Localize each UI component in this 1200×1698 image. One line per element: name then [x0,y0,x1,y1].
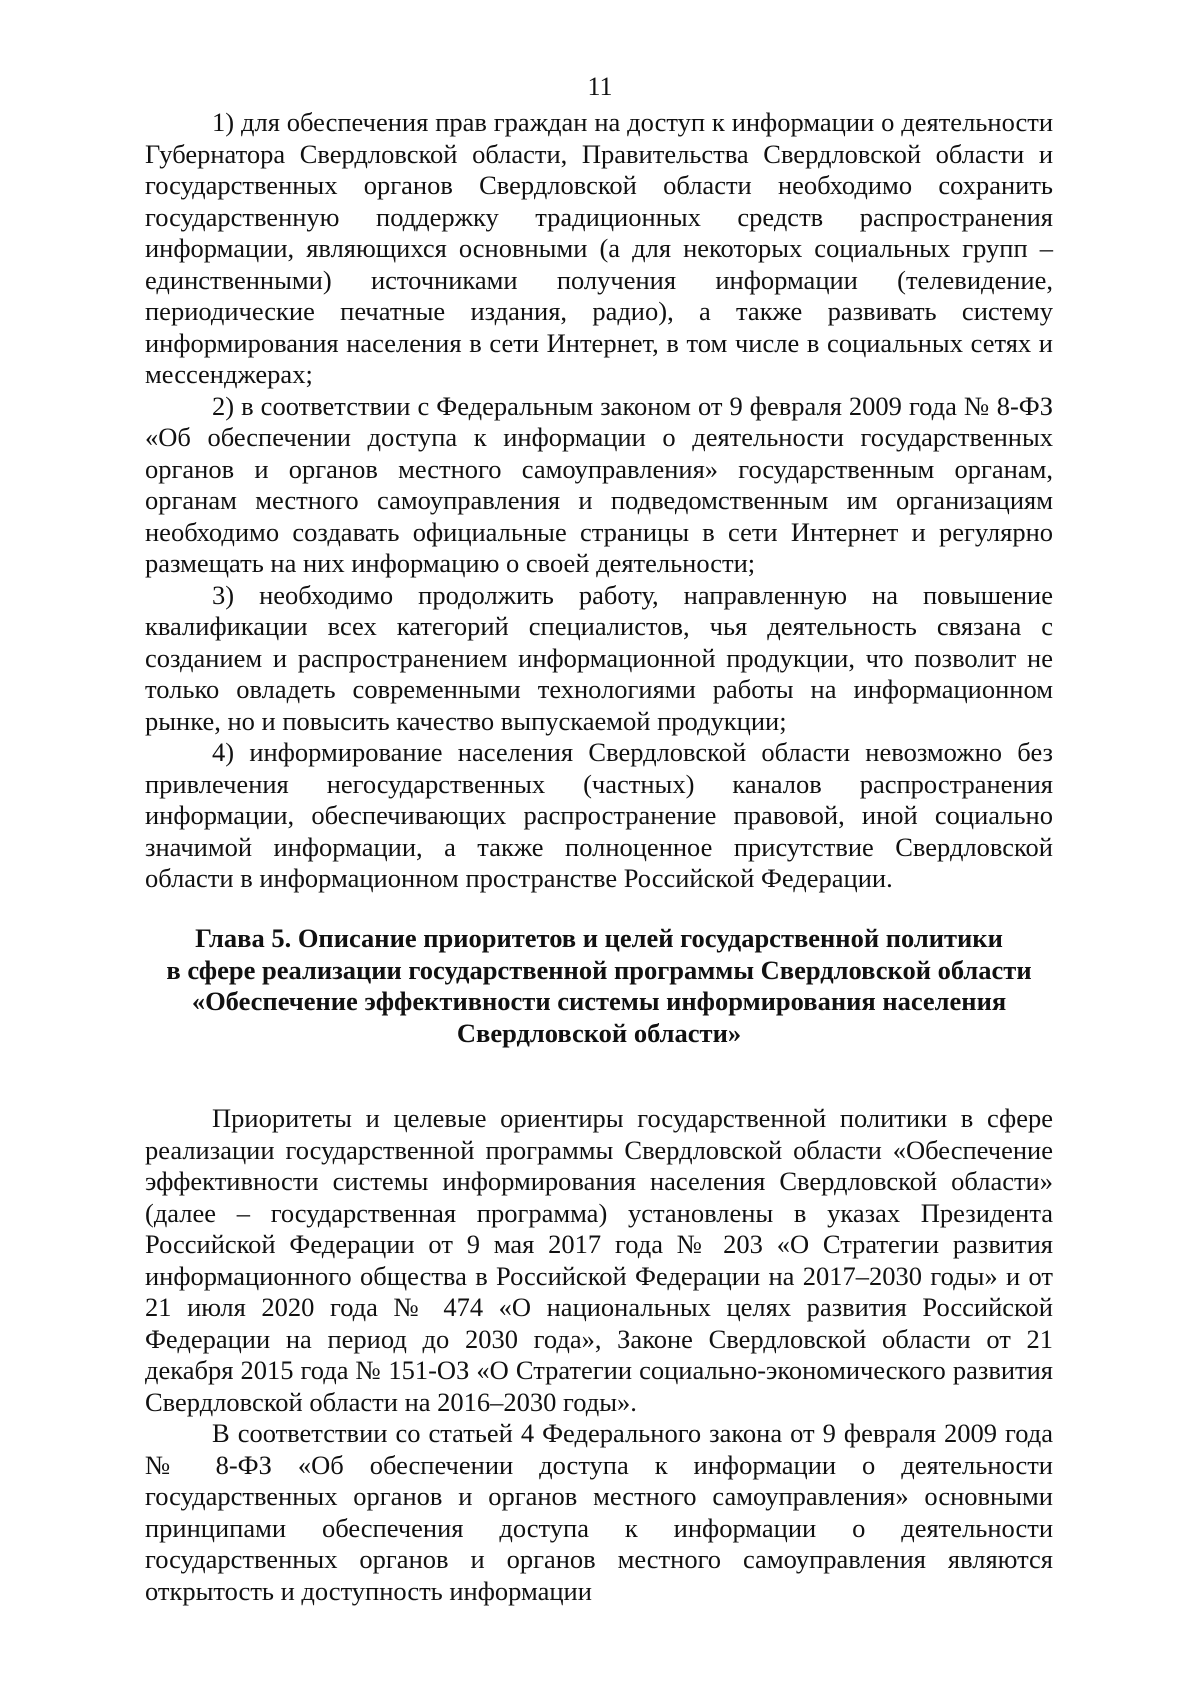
list-item-2: 2) в соответствии с Федеральным законом от 9 февраля 2009 года № 8-ФЗ «Об обеспечении доступа к информации о деятельности государственных органов и органов местного самоуправления» государственным органам, органам местного самоуправления и подведомственным им организациям необходимо создавать официальные страницы в сети Интернет и регулярно размещать на них информацию о своей деятельности; [145,390,1053,578]
chapter-body [145,1103,1053,1607]
list-section [145,107,1053,895]
chapter-heading [145,923,1053,1049]
page-number: 11 [587,72,613,101]
list-item-3: 3) необходимо продолжить работу, направленную на повышение квалификации всех категорий специалистов, чья деятельность связана с созданием и распространением информационной продукции, что позволит не только овладеть современными технологиями работы на информационном рынке, но и повысить качество выпускаемой продукции; [145,579,1053,736]
body-paragraph-2: В соответствии со статьей 4 Федерального закона от 9 февраля 2009 года № 8-ФЗ «Об обеспечении доступа к информации о деятельности государственных органов и органов местного самоуправления» основными принципами обеспечения доступа к информации о деятельности государственных органов и органов местного самоуправления являются открытость и доступность информации [145,1418,1053,1606]
list-item-4: 4) информирование населения Свердловской области невозможно без привлечения негосударственных (частных) каналов распространения информации, обеспечивающих распространение правовой, иной социально значимой информации, а также полноценное присутствие Свердловской области в информационном пространстве Российской Федерации. [145,737,1053,893]
list-item-1: 1) для обеспечения прав граждан на доступ к информации о деятельности Губернатора Свердловской области, Правительства Свердловской области и государственных органов Свердловской области необходимо сохранить государственную поддержку традиционных средств распространения информации, являющихся основными (а для некоторых социальных групп – единственными) источниками получения информации (телевидение, периодические печатные издания, радио), а также развивать систему информирования населения в сети Интернет, в том числе в социальных сетях и мессенджерах; [145,107,1053,389]
chapter-heading-line: Свердловской области» [456,1017,742,1048]
chapter-heading-line: Глава 5. Описание приоритетов и целей государственной политики [195,923,1003,953]
chapter-heading-line: в сфере реализации государственной программы Свердловской области [166,954,1032,985]
body-paragraph-1: Приоритеты и целевые ориентиры государственной политики в сфере реализации государственной программы Свердловской области «Обеспечение эффективности системы информирования населения Свердловской области» (далее – государственная программа) установлены в указах Президента Российской Федерации от 9 мая 2017 года № 203 «О Стратегии развития информационного общества в Российской Федерации на 2017–2030 годы» и от 21 июля 2020 года № 474 «О национальных целях развития Российской Федерации на период до 2030 года», Законе Свердловской области от 21 декабря 2015 года № 151-ОЗ «О Стратегии социально-экономического развития Свердловской области на 2016–2030 годы». [145,1103,1053,1417]
chapter-heading-line: «Обеспечение эффективности системы информирования населения [191,986,1007,1016]
